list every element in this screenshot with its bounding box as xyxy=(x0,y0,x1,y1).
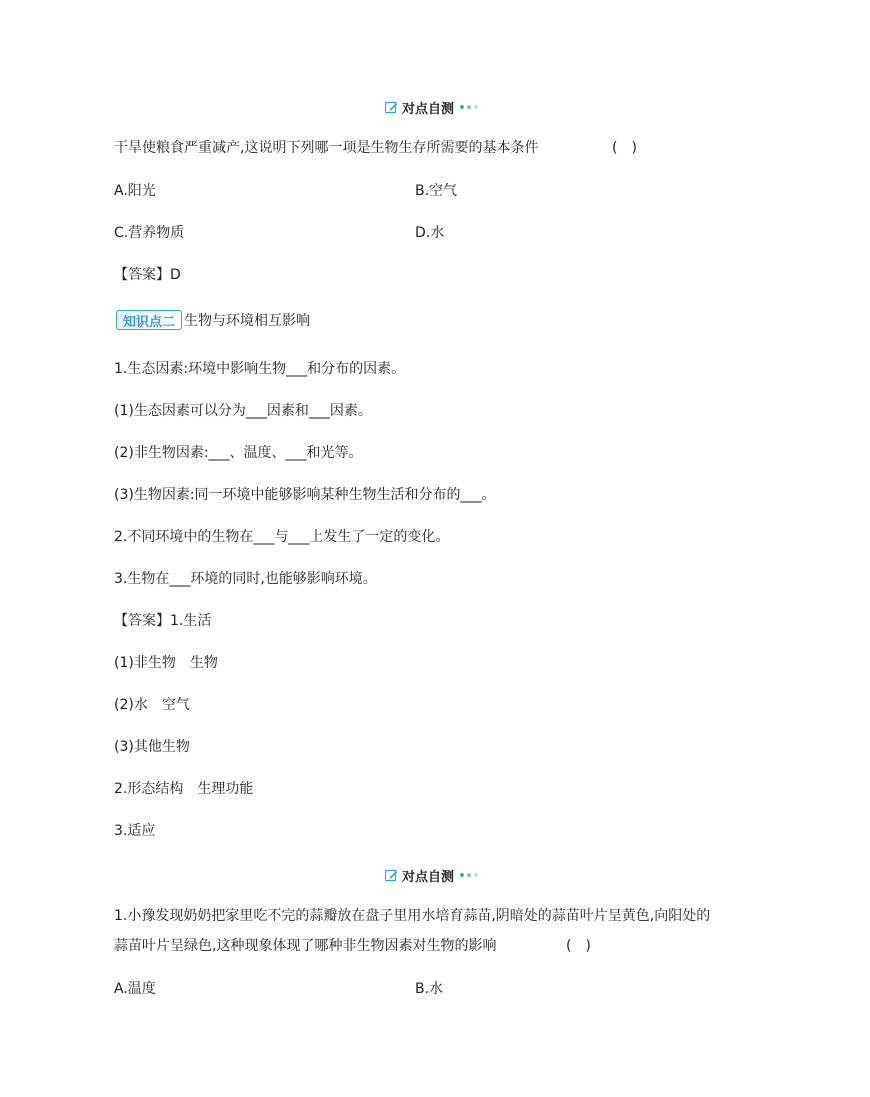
self-test-title: 对点自测 xyxy=(402,869,455,885)
knowledge-line: 1.生态因素:环境中影响生物___和分布的因素。 xyxy=(114,361,406,377)
self-test-header xyxy=(385,864,495,886)
dots-decoration-icon xyxy=(460,873,478,877)
pencil-edit-icon xyxy=(385,869,398,882)
answer-line: 【答案】1.生活 xyxy=(114,613,212,629)
option-c: C.营养物质 xyxy=(114,225,185,241)
answer-blank: ( ) xyxy=(612,140,637,156)
knowledge-line: (2)非生物因素:___、温度、___和光等。 xyxy=(114,445,363,461)
question-text: 干旱使粮食严重减产,这说明下列哪一项是生物生存所需要的基本条件 xyxy=(114,140,539,156)
knowledge-line: (3)生物因素:同一环境中能够影响某种生物生活和分布的___。 xyxy=(114,487,496,503)
dots-decoration-icon xyxy=(460,105,478,109)
answer-blank: ( ) xyxy=(566,938,591,954)
option-a: A.阳光 xyxy=(114,183,156,199)
option-a: A.温度 xyxy=(114,981,156,997)
question-text-line2: 蒜苗叶片呈绿色,这种现象体现了哪种非生物因素对生物的影响 xyxy=(114,938,497,954)
knowledge-line: 2.不同环境中的生物在___与___上发生了一定的变化。 xyxy=(114,529,450,545)
answer-line: 2.形态结构 生理功能 xyxy=(114,781,254,797)
self-test-title: 对点自测 xyxy=(402,101,455,117)
option-b: B.空气 xyxy=(415,183,458,199)
knowledge-point-heading xyxy=(116,310,310,330)
answer-line: (1)非生物 生物 xyxy=(114,655,218,671)
answer-line: (3)其他生物 xyxy=(114,739,190,755)
option-b: B.水 xyxy=(415,981,444,997)
knowledge-point-title: 生物与环境相互影响 xyxy=(184,313,311,329)
self-test-header xyxy=(385,96,495,118)
answer-text: 【答案】D xyxy=(114,267,181,283)
knowledge-line: 3.生物在___环境的同时,也能够影响环境。 xyxy=(114,571,377,587)
pencil-edit-icon xyxy=(385,101,398,114)
knowledge-line: (1)生态因素可以分为___因素和___因素。 xyxy=(114,403,372,419)
answer-line: 3.适应 xyxy=(114,823,156,839)
question-text-line1: 1.小豫发现奶奶把家里吃不完的蒜瓣放在盘子里用水培育蒜苗,阴暗处的蒜苗叶片呈黄色,向阳处的 xyxy=(114,908,711,924)
answer-line: (2)水 空气 xyxy=(114,697,190,713)
option-d: D.水 xyxy=(415,225,445,241)
knowledge-point-tag: 知识点二 xyxy=(116,310,182,330)
